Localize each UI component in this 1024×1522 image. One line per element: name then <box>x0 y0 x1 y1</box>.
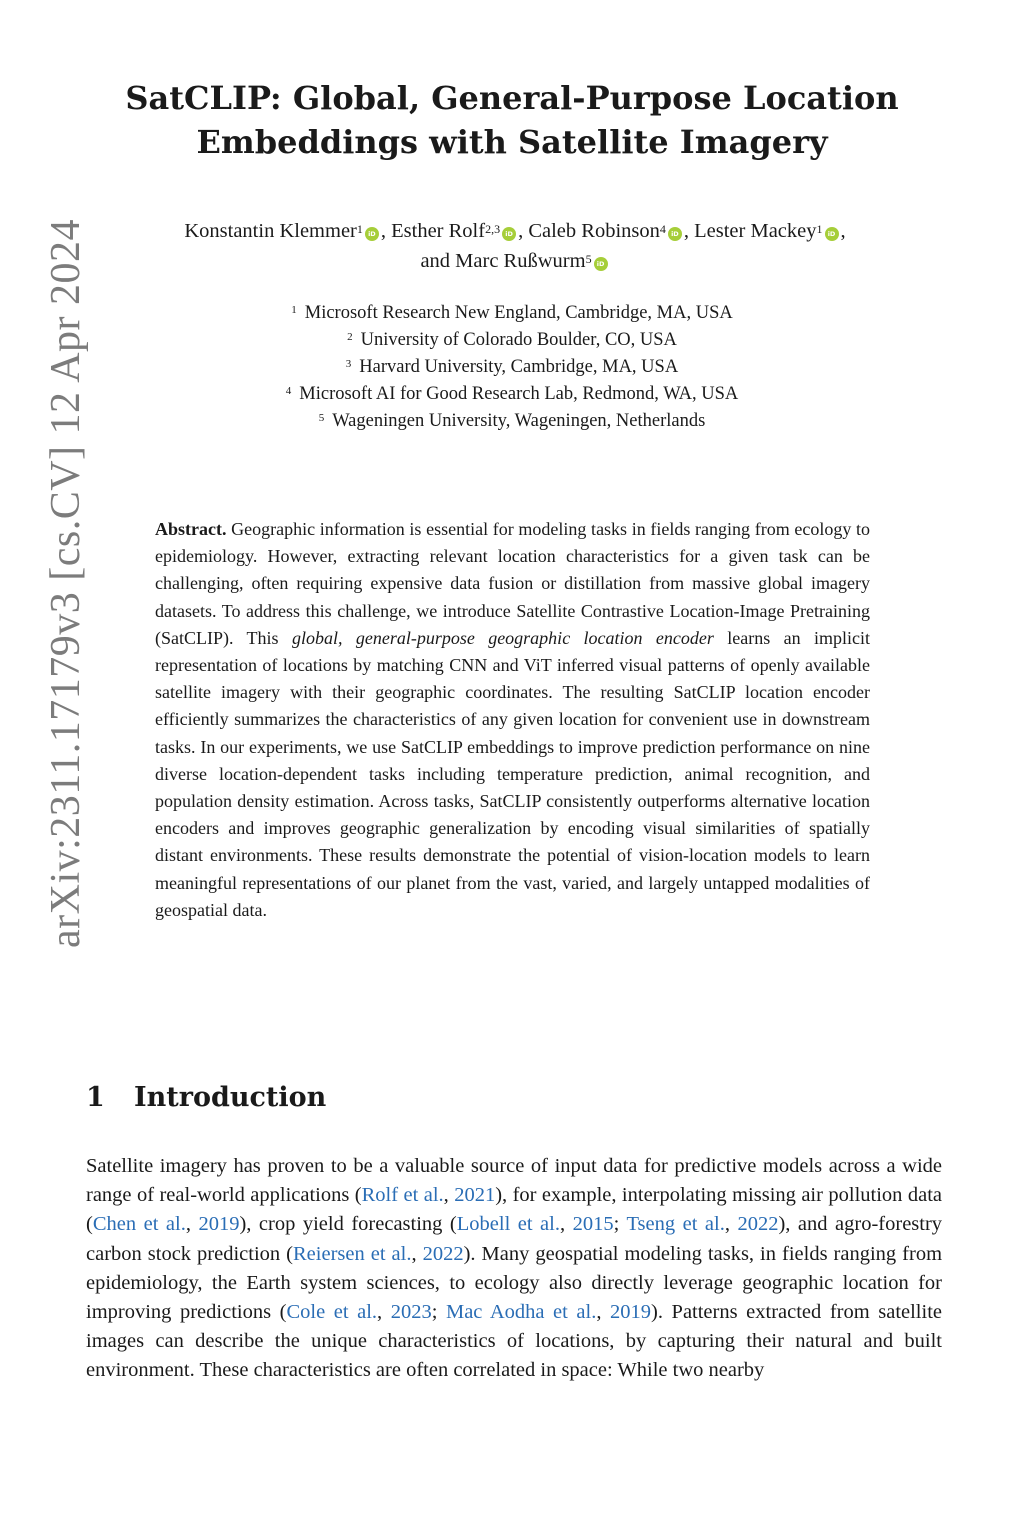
title-line-1: SatCLIP: Global, General-Purpose Location <box>125 79 899 117</box>
citation-year-link[interactable]: 2023 <box>390 1301 432 1324</box>
author-line-2: and Marc Rußwurm$^5$ iD <box>84 246 946 276</box>
introduction-paragraph: Satellite imagery has proven to be a valuable source of input data for predictive models across a wide range of real-world applications (Rolf et al., 2021), for example, interpolating missing air pollution data (Chen et al., 2019), crop yield forecasting (Lobell et al., 2015; Tseng et al., 2022), and agro-forestry carbon stock prediction (Reiersen et al., 2022). Many geospatial modeling tasks, in fields ranging from epidemiology, the Earth system sciences, to ecology also directly leverage geographic location for improving predictions (Cole et al., 2023; Mac Aodha et al., 2019). Patterns extracted from satellite images can describe the unique characteristics of locations, by capturing their natural and built environment. These characteristics are often correlated in space: While two nearby <box>86 1155 943 1382</box>
orcid-icon[interactable]: iD <box>594 257 608 271</box>
author-affiliation-mark: 2,3 <box>485 222 501 236</box>
section-title: Introduction <box>134 1082 327 1113</box>
abstract-label: Abstract. <box>155 519 227 539</box>
citation-year-link[interactable]: 2019 <box>198 1213 240 1236</box>
citation-link[interactable]: Reiersen et al. <box>293 1242 412 1265</box>
citation-year-link[interactable]: 2022 <box>737 1213 779 1236</box>
affiliation-item: $^5$ Wageningen University, Wageningen, Netherlands <box>318 411 706 431</box>
author-name: Caleb Robinson <box>528 220 660 242</box>
arxiv-identifier: arXiv:2311.17179v3 [cs.CV] 12 Apr 2024 <box>43 218 89 948</box>
affiliation-item: $^2$ University of Colorado Boulder, CO, USA <box>347 330 677 350</box>
orcid-icon[interactable]: iD <box>365 227 379 241</box>
abstract-emphasis: global, general-purpose geographic location encoder <box>291 627 714 648</box>
citation-link[interactable]: Rolf et al. <box>361 1184 444 1207</box>
author-affiliation-mark: 4 <box>659 222 666 236</box>
abstract-text: Geographic information is essential for modeling tasks in fields ranging from ecology to epidemiology. However, extracting relevant location characteristics for a given task can be challenging, often requiring expensive data fusion or distillation from massive global imagery datasets. To address this challenge, we introduce Satellite Contrastive Location-Image Pretraining (SatCLIP). This <box>155 519 871 648</box>
abstract <box>155 516 870 924</box>
abstract-text: learns an implicit representation of locations by matching CNN and ViT inferred visual patterns of openly available satellite imagery with their geographic coordinates. The resulting SatCLIP location encoder efficiently summarizes the characteristics of any given location for convenient use in downstream tasks. In our experiments, we use SatCLIP embeddings to improve prediction performance on nine diverse location-dependent tasks including temperature prediction, animal recognition, and population density estimation. Across tasks, SatCLIP consistently outperforms alternative location encoders and improves geographic generalization by encoding visual similarities of spatially distant environments. These results demonstrate the potential of vision-location models to learn meaningful representations of our planet from the vast, varied, and largely untapped modalities of geospatial data. <box>155 627 871 920</box>
citation-year-link[interactable]: 2015 <box>572 1213 614 1236</box>
author-affiliation-mark: 1 <box>356 222 363 236</box>
paper-title <box>100 76 924 164</box>
section-heading <box>86 1082 326 1113</box>
citation-link[interactable]: Cole et al. <box>286 1301 378 1324</box>
affiliation-list <box>100 300 924 435</box>
author-name: Konstantin Klemmer <box>184 220 357 242</box>
citation-link[interactable]: Lobell et al. <box>456 1213 560 1236</box>
author-affiliation-mark: 5 <box>585 252 592 266</box>
orcid-icon[interactable]: iD <box>668 227 682 241</box>
author-affiliation-mark: 1 <box>816 222 823 236</box>
author-name: Lester Mackey <box>694 220 817 242</box>
citation-link[interactable]: Tseng et al. <box>626 1213 725 1236</box>
affiliation-item: $^4$ Microsoft AI for Good Research Lab, Redmond, WA, USA <box>285 384 739 404</box>
author-name: Marc Rußwurm <box>455 250 586 272</box>
affiliation-item: $^1$ Microsoft Research New England, Cambridge, MA, USA <box>291 303 733 323</box>
affiliation-item: $^3$ Harvard University, Cambridge, MA, USA <box>345 357 679 377</box>
author-line-1: Konstantin Klemmer$^1$ iD , Esther Rolf$^{2,3}$ iD , Caleb Robinson$^4$ iD , Lester Mackey$^1$ iD , <box>184 220 846 242</box>
orcid-icon[interactable]: iD <box>825 227 839 241</box>
orcid-icon[interactable]: iD <box>502 227 516 241</box>
citation-year-link[interactable]: 2019 <box>610 1301 652 1324</box>
section-number: 1 <box>86 1082 105 1113</box>
citation-year-link[interactable]: 2021 <box>454 1184 496 1207</box>
citation-year-link[interactable]: 2022 <box>422 1242 464 1265</box>
title-line-2: Embeddings with Satellite Imagery <box>196 123 828 161</box>
author-list <box>84 216 946 276</box>
citation-link[interactable]: Chen et al. <box>92 1213 186 1236</box>
author-name: Esther Rolf <box>391 220 486 242</box>
citation-link[interactable]: Mac Aodha et al. <box>445 1301 597 1324</box>
